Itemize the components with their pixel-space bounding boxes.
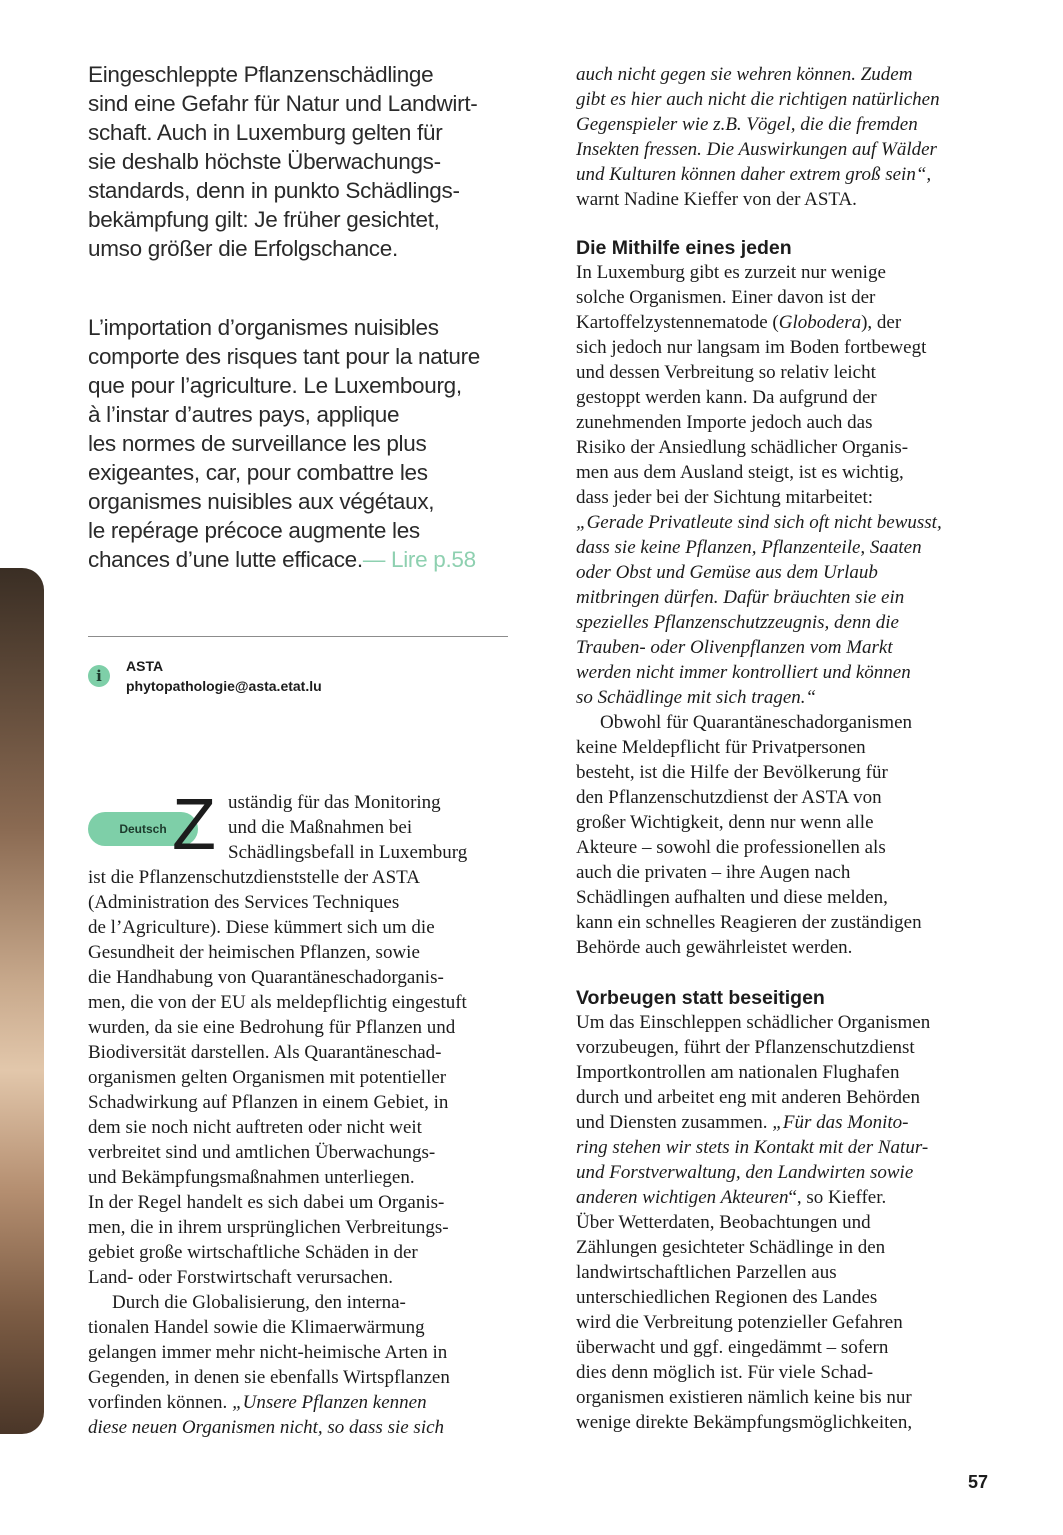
body-text: “, so Kieffer. bbox=[788, 1187, 887, 1208]
info-email[interactable]: phytopathologie@asta.etat.lu bbox=[126, 678, 322, 694]
section-heading: Vorbeugen statt beseitigen bbox=[576, 987, 825, 1009]
quote-text: so Schädlinge mit sich tragen.“ bbox=[576, 687, 817, 708]
body-line: Gegenden, in denen sie ebenfalls Wirtspflanzen bbox=[88, 1367, 450, 1388]
species-name: Globodera bbox=[778, 312, 862, 333]
intro-line: Eingeschleppte Pflanzenschädlinge bbox=[88, 62, 434, 87]
body-line: organismen gelten Organismen mit potentieller bbox=[88, 1067, 447, 1088]
intro-french bbox=[88, 313, 508, 574]
intro-line: L’importation d’organismes nuisibles bbox=[88, 315, 439, 340]
body-line: solche Organismen. Einer davon ist der bbox=[576, 287, 876, 308]
left-column bbox=[88, 60, 508, 574]
body-line: uständig für das Monitoring bbox=[228, 792, 441, 813]
body-line: kann ein schnelles Reagieren der zuständigen bbox=[576, 912, 922, 933]
body-line: gestoppt werden kann. Da aufgrund der bbox=[576, 387, 877, 408]
body-line: dem sie noch nicht auftreten oder nicht weit bbox=[88, 1117, 422, 1138]
body-line bbox=[576, 1135, 994, 1160]
body-line bbox=[576, 310, 994, 335]
body-line: Gesundheit der heimischen Pflanzen, sowie bbox=[88, 942, 420, 963]
quote-text: „Für das Monito- bbox=[772, 1112, 909, 1133]
intro-line-text: chances d’une lutte efficace. bbox=[88, 547, 363, 572]
body-line bbox=[576, 1160, 994, 1185]
intro-line: les normes de surveillance les plus bbox=[88, 431, 427, 456]
info-box bbox=[88, 656, 322, 696]
quote-text: werden nicht immer kontrolliert und können bbox=[576, 662, 911, 683]
body-text: ), der bbox=[861, 312, 902, 333]
quote-text: mitbringen dürfen. Dafür bräuchten sie ein bbox=[576, 587, 905, 608]
body-line: durch und arbeitet eng mit anderen Behörden bbox=[576, 1087, 920, 1108]
body-line bbox=[576, 1110, 994, 1135]
body-line: organismen existieren nämlich keine bis nur bbox=[576, 1387, 912, 1408]
quote-text: diese neuen Organismen nicht, so dass sie sich bbox=[88, 1417, 445, 1438]
intro-line: schaft. Auch in Luxemburg gelten für bbox=[88, 120, 443, 145]
body-text: und Diensten zusammen. bbox=[576, 1112, 768, 1133]
language-badge: Deutsch bbox=[88, 812, 198, 846]
photo-edge bbox=[0, 568, 44, 1434]
drop-cap: Z bbox=[172, 785, 216, 865]
body-line bbox=[576, 137, 994, 162]
divider bbox=[88, 636, 508, 637]
body-line: die Handhabung von Quarantäneschadorganis- bbox=[88, 967, 444, 988]
intro-line: que pour l’agriculture. Le Luxembourg, bbox=[88, 373, 462, 398]
body-line: keine Meldepflicht für Privatpersonen bbox=[576, 737, 866, 758]
body-line bbox=[88, 1390, 508, 1415]
body-line: dies denn möglich ist. Für viele Schad- bbox=[576, 1362, 874, 1383]
body-line: zunehmenden Importe jedoch auch das bbox=[576, 412, 873, 433]
body-text: Kartoffelzystennematode ( bbox=[576, 312, 779, 333]
quote-text: ring stehen wir stets in Kontakt mit der Natur- bbox=[576, 1137, 929, 1158]
body-line: auch die privaten – ihre Augen nach bbox=[576, 862, 851, 883]
read-more-link[interactable]: — Lire p.58 bbox=[362, 547, 476, 572]
body-line: großer Wichtigkeit, denn nur wenn alle bbox=[576, 812, 874, 833]
body-line bbox=[576, 535, 994, 560]
body-line bbox=[576, 1185, 994, 1210]
body-line: Biodiversität darstellen. Als Quarantäneschad- bbox=[88, 1042, 442, 1063]
body-line: wenige direkte Bekämpfungsmöglichkeiten, bbox=[576, 1412, 913, 1433]
left-body-text bbox=[88, 785, 508, 1440]
body-line bbox=[576, 610, 994, 635]
body-line: wird die Verbreitung potenzieller Gefahren bbox=[576, 1312, 903, 1333]
body-line bbox=[576, 162, 994, 187]
section-2-text bbox=[576, 1010, 994, 1435]
body-line: men, die von der EU als meldepflichtig eingestuft bbox=[88, 992, 467, 1013]
body-line bbox=[576, 685, 994, 710]
body-line bbox=[576, 87, 994, 112]
article-body-left bbox=[88, 785, 508, 1440]
body-line bbox=[576, 585, 994, 610]
body-line bbox=[576, 112, 994, 137]
body-line: vorzubeugen, führt der Pflanzenschutzdienst bbox=[576, 1037, 915, 1058]
intro-line: exigeantes, car, pour combattre les bbox=[88, 460, 428, 485]
intro-line: sie deshalb höchste Überwachungs- bbox=[88, 149, 441, 174]
body-line: und dessen Verbreitung so relativ leicht bbox=[576, 362, 876, 383]
body-line: sich jedoch nur langsam im Boden fortbewegt bbox=[576, 337, 927, 358]
body-line bbox=[88, 1415, 508, 1440]
intro-line: bekämpfung gilt: Je früher gesichtet, bbox=[88, 207, 440, 232]
intro-line: le repérage précoce augmente les bbox=[88, 518, 420, 543]
page-number: 57 bbox=[968, 1472, 989, 1492]
right-top-text bbox=[576, 62, 994, 212]
body-line: dass jeder bei der Sichtung mitarbeitet: bbox=[576, 487, 874, 508]
body-line: landwirtschaftlichen Parzellen aus bbox=[576, 1262, 837, 1283]
body-line: men, die in ihrem ursprünglichen Verbreitungs- bbox=[88, 1217, 449, 1238]
body-line: (Administration des Services Techniques bbox=[88, 892, 400, 913]
body-line: und die Maßnahmen bei bbox=[228, 817, 413, 838]
body-line: gelangen immer mehr nicht-heimische Arten in bbox=[88, 1342, 448, 1363]
quote-text: und Forstverwaltung, den Landwirten sowie bbox=[576, 1162, 914, 1183]
body-line: und Bekämpfungsmaßnahmen unterliegen. bbox=[88, 1167, 415, 1188]
body-line: Durch die Globalisierung, den interna- bbox=[112, 1292, 406, 1313]
body-text: vorfinden können. bbox=[88, 1392, 228, 1413]
quote-text: anderen wichtigen Akteuren bbox=[576, 1187, 789, 1208]
intro-line: standards, denn in punkto Schädlings- bbox=[88, 178, 460, 203]
body-line: In Luxemburg gibt es zurzeit nur wenige bbox=[576, 262, 886, 283]
intro-line: à l’instar d’autres pays, applique bbox=[88, 402, 400, 427]
body-line bbox=[576, 635, 994, 660]
quote-text: „Unsere Pflanzen kennen bbox=[232, 1392, 427, 1413]
body-line: unterschiedlichen Regionen des Landes bbox=[576, 1287, 878, 1308]
quote-text: Trauben- oder Olivenpflanzen vom Markt bbox=[576, 637, 893, 658]
body-line: Schädlingsbefall in Luxemburg bbox=[228, 842, 468, 863]
body-line: In der Regel handelt es sich dabei um Organis- bbox=[88, 1192, 445, 1213]
body-line: Um das Einschleppen schädlicher Organismen bbox=[576, 1012, 931, 1033]
quote-text: „Gerade Privatleute sind sich oft nicht bewusst, bbox=[576, 512, 942, 533]
quote-text: dass sie keine Pflanzen, Pflanzenteile, Saaten bbox=[576, 537, 922, 558]
body-line: men aus dem Ausland steigt, ist es wichtig, bbox=[576, 462, 904, 483]
info-text bbox=[126, 656, 322, 696]
body-line: tionalen Handel sowie die Klimaerwärmung bbox=[88, 1317, 425, 1338]
body-line bbox=[576, 560, 994, 585]
body-line: den Pflanzenschutzdienst der ASTA von bbox=[576, 787, 882, 808]
body-line: Zählungen gesichteter Schädlinge in den bbox=[576, 1237, 886, 1258]
body-line: überwacht und ggf. eingedämmt – sofern bbox=[576, 1337, 889, 1358]
body-line bbox=[576, 62, 994, 87]
info-org: ASTA bbox=[126, 658, 164, 674]
intro-german bbox=[88, 60, 508, 263]
section-1-text bbox=[576, 260, 994, 960]
info-icon: i bbox=[88, 665, 110, 687]
body-line bbox=[576, 660, 994, 685]
quote-text: auch nicht gegen sie wehren können. Zudem bbox=[576, 64, 913, 85]
quote-text: spezielles Pflanzenschutzzeugnis, denn die bbox=[576, 612, 899, 633]
quote-text: Gegenspieler wie z.B. Vögel, die die fremden bbox=[576, 114, 918, 135]
body-line: Importkontrollen am nationalen Flughafen bbox=[576, 1062, 900, 1083]
intro-line: comporte des risques tant pour la nature bbox=[88, 344, 480, 369]
body-line: Schädlingen aufhalten und diese melden, bbox=[576, 887, 888, 908]
body-line: Land- oder Forstwirtschaft verursachen. bbox=[88, 1267, 393, 1288]
body-line: de l’Agriculture). Diese kümmert sich um die bbox=[88, 917, 435, 938]
body-line: warnt Nadine Kieffer von der ASTA. bbox=[576, 189, 857, 210]
quote-text: oder Obst und Gemüse aus dem Urlaub bbox=[576, 562, 878, 583]
body-line bbox=[576, 510, 994, 535]
body-line: besteht, ist die Hilfe der Bevölkerung für bbox=[576, 762, 888, 783]
body-line: Akteure – sowohl die professionellen als bbox=[576, 837, 886, 858]
body-line: Risiko der Ansiedlung schädlicher Organis- bbox=[576, 437, 909, 458]
body-line: gebiet große wirtschaftliche Schäden in der bbox=[88, 1242, 418, 1263]
body-line: Schadwirkung auf Pflanzen in einem Gebiet, in bbox=[88, 1092, 449, 1113]
body-line: ist die Pflanzenschutzdienststelle der ASTA bbox=[88, 867, 420, 888]
quote-text: und Kulturen können daher extrem groß sein“, bbox=[576, 164, 932, 185]
quote-text: gibt es hier auch nicht die richtigen natürlichen bbox=[576, 89, 940, 110]
right-column bbox=[576, 62, 994, 1435]
body-line: Über Wetterdaten, Beobachtungen und bbox=[576, 1212, 871, 1233]
body-line: Behörde auch gewährleistet werden. bbox=[576, 937, 853, 958]
body-line: verbreitet sind und amtlichen Überwachungs- bbox=[88, 1142, 436, 1163]
intro-line: sind eine Gefahr für Natur und Landwirt- bbox=[88, 91, 478, 116]
intro-line: organismes nuisibles aux végétaux, bbox=[88, 489, 435, 514]
intro-line: umso größer die Erfolgschance. bbox=[88, 236, 398, 261]
intro-line bbox=[88, 545, 508, 574]
section-heading: Die Mithilfe eines jeden bbox=[576, 237, 792, 259]
quote-text: Insekten fressen. Die Auswirkungen auf Wälder bbox=[576, 139, 937, 160]
body-line: wurden, da sie eine Bedrohung für Pflanzen und bbox=[88, 1017, 456, 1038]
body-line: Obwohl für Quarantäneschadorganismen bbox=[600, 712, 912, 733]
